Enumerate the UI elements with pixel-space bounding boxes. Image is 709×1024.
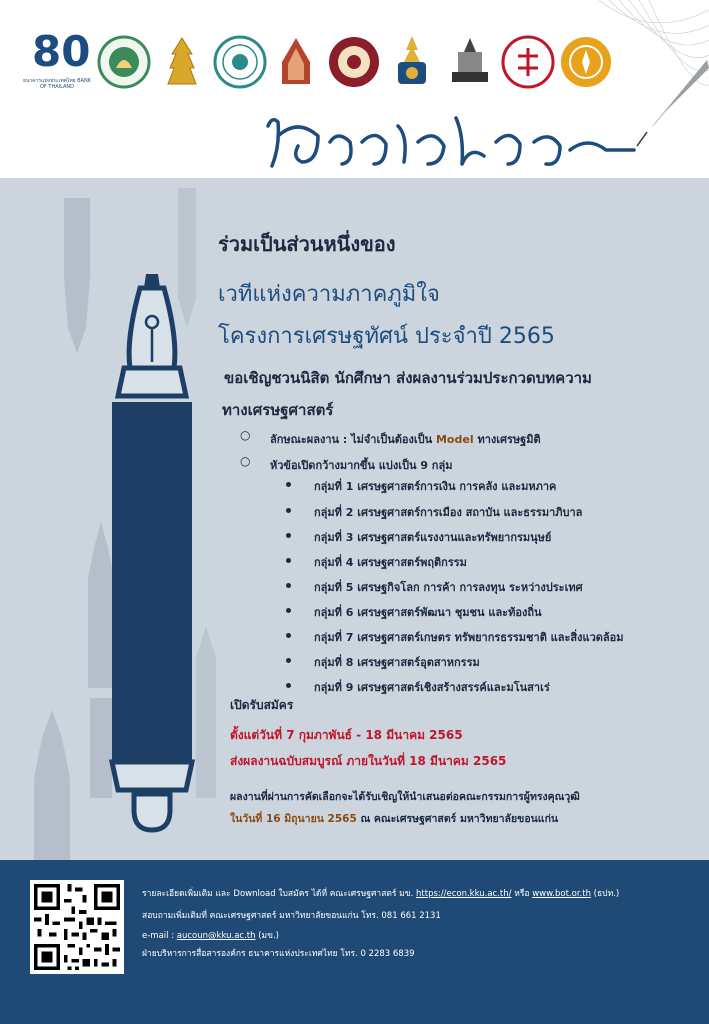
heading-project: โครงการเศรษฐทัศน์ ประจำปี 2565 bbox=[218, 324, 555, 349]
group-item: กลุ่มที่ 6 เศรษฐศาสตร์พัฒนา ชุมชน และท้องถิ่น bbox=[314, 606, 542, 619]
bullet-dot-icon bbox=[286, 482, 291, 487]
bullet-dot-icon bbox=[286, 558, 291, 563]
kku-link[interactable]: https://econ.kku.ac.th/ bbox=[416, 889, 512, 899]
registration-title: เปิดรับสมัคร bbox=[230, 698, 294, 712]
result-date-place bbox=[230, 810, 558, 827]
footer-info-prefix: รายละเอียดเพิ่มเติม และ Download ใบสมัคร ได้ที่ คณะเศรษฐศาสตร์ มข. bbox=[142, 889, 414, 899]
result-announcement: ผลงานที่ผ่านการคัดเลือกจะได้รับเชิญให้นำเสนอต่อคณะกรรมการผู้ทรงคุณวุฒิ bbox=[230, 791, 580, 803]
group-item: กลุ่มที่ 5 เศรษฐกิจโลก การค้า การลงทุน ระหว่างประเทศ bbox=[314, 581, 583, 594]
rule-model bbox=[270, 430, 541, 448]
content bbox=[0, 178, 709, 860]
group-item: กลุ่มที่ 7 เศรษฐศาสตร์เกษตร ทรัพยากรธรรมชาติ และสิ่งแวดล้อม bbox=[314, 631, 624, 644]
university-logo-7 bbox=[442, 34, 498, 90]
circle-bullet-icon: ○ bbox=[240, 428, 251, 442]
bullet-dot-icon bbox=[286, 633, 291, 638]
group-item: กลุ่มที่ 4 เศรษฐศาสตร์พฤติกรรม bbox=[314, 556, 467, 569]
rule-model-word: Model bbox=[435, 433, 474, 446]
rule-model-suffix: ทางเศรษฐมิติ bbox=[477, 433, 541, 446]
bullet-dot-icon bbox=[286, 533, 291, 538]
university-logo-1 bbox=[96, 34, 152, 90]
rule-model-prefix: ลักษณะผลงาน : ไม่จำเป็นต้องเป็น bbox=[270, 433, 433, 446]
bullet-dot-icon bbox=[286, 658, 291, 663]
footer-email-suffix: (มข.) bbox=[255, 931, 279, 941]
bullet-dot-icon bbox=[286, 683, 291, 688]
university-logo-5 bbox=[326, 34, 382, 90]
bot-link[interactable]: www.bot.or.th bbox=[532, 889, 591, 899]
group-item: กลุ่มที่ 1 เศรษฐศาสตร์การเงิน การคลัง และมหภาค bbox=[314, 480, 557, 493]
heading-join: ร่วมเป็นส่วนหนึ่งของ bbox=[218, 232, 396, 256]
submission-deadline: ส่งผลงานฉบับสมบูรณ์ ภายในวันที่ 18 มีนาคม 2565 bbox=[230, 754, 507, 768]
group-item: กลุ่มที่ 3 เศรษฐศาสตร์แรงงานและทรัพยากรมนุษย์ bbox=[314, 531, 552, 544]
calligraphy-title bbox=[258, 106, 638, 178]
registration-period: ตั้งแต่วันที่ 7 กุมภาพันธ์ - 18 มีนาคม 2565 bbox=[230, 728, 463, 742]
university-logo-4 bbox=[268, 34, 324, 90]
bot-logo-caption: ธนาคารแห่งประเทศไทย BANK OF THAILAND bbox=[23, 78, 91, 90]
main-panel bbox=[0, 178, 709, 860]
invitation-line-1: ขอเชิญชวนนิสิต นักศึกษา ส่งผลงานร่วมประกวดบทความ bbox=[224, 369, 592, 387]
bot-logo-number: 80 bbox=[32, 27, 91, 76]
bot-80th-anniversary-logo bbox=[22, 28, 92, 92]
footer-email-line bbox=[142, 928, 279, 942]
footer-info-line bbox=[142, 886, 619, 900]
email-link[interactable]: aucoun@kku.ac.th bbox=[176, 931, 256, 941]
bullet-dot-icon bbox=[286, 583, 291, 588]
header bbox=[0, 0, 709, 178]
university-logo-8 bbox=[500, 34, 556, 90]
result-place: ณ คณะเศรษฐศาสตร์ มหาวิทยาลัยขอนแก่น bbox=[360, 813, 559, 825]
footer-or: หรือ bbox=[514, 889, 530, 899]
circle-bullet-icon: ○ bbox=[240, 454, 251, 468]
group-item: กลุ่มที่ 8 เศรษฐศาสตร์อุตสาหกรรม bbox=[314, 656, 480, 669]
university-logo-2 bbox=[154, 34, 210, 90]
footer bbox=[0, 860, 709, 1024]
bullet-dot-icon bbox=[286, 608, 291, 613]
qr-code[interactable] bbox=[30, 880, 124, 974]
university-logo-6 bbox=[384, 34, 440, 90]
group-item: กลุ่มที่ 9 เศรษฐศาสตร์เชิงสร้างสรรค์และมโนสาเร่ bbox=[314, 681, 550, 694]
result-date: ในวันที่ 16 มิถุนายน 2565 bbox=[230, 813, 357, 825]
qr-code-icon bbox=[30, 880, 124, 974]
bullet-dot-icon bbox=[286, 508, 291, 513]
university-logo-3 bbox=[212, 34, 268, 90]
group-item: กลุ่มที่ 2 เศรษฐศาสตร์การเมือง สถาบัน และธรรมาภิบาล bbox=[314, 506, 583, 519]
rule-topics: หัวข้อเปิดกว้างมากขึ้น แบ่งเป็น 9 กลุ่ม bbox=[270, 459, 453, 472]
footer-contact-bot: ฝ่ายบริหารการสื่อสารองค์กร ธนาคารแห่งประเทศไทย โทร. 0 2283 6839 bbox=[142, 949, 415, 959]
footer-bot-abbr: (ธปท.) bbox=[593, 889, 620, 899]
footer-email-prefix: e-mail : bbox=[142, 931, 177, 941]
invitation-line-2: ทางเศรษฐศาสตร์ bbox=[222, 401, 334, 419]
heading-stage: เวทีแห่งความภาคภูมิใจ bbox=[218, 282, 440, 307]
footer-contact-kku: สอบถามเพิ่มเติมที่ คณะเศรษฐศาสตร์ มหาวิทยาลัยขอนแก่น โทร. 081 661 2131 bbox=[142, 911, 441, 921]
